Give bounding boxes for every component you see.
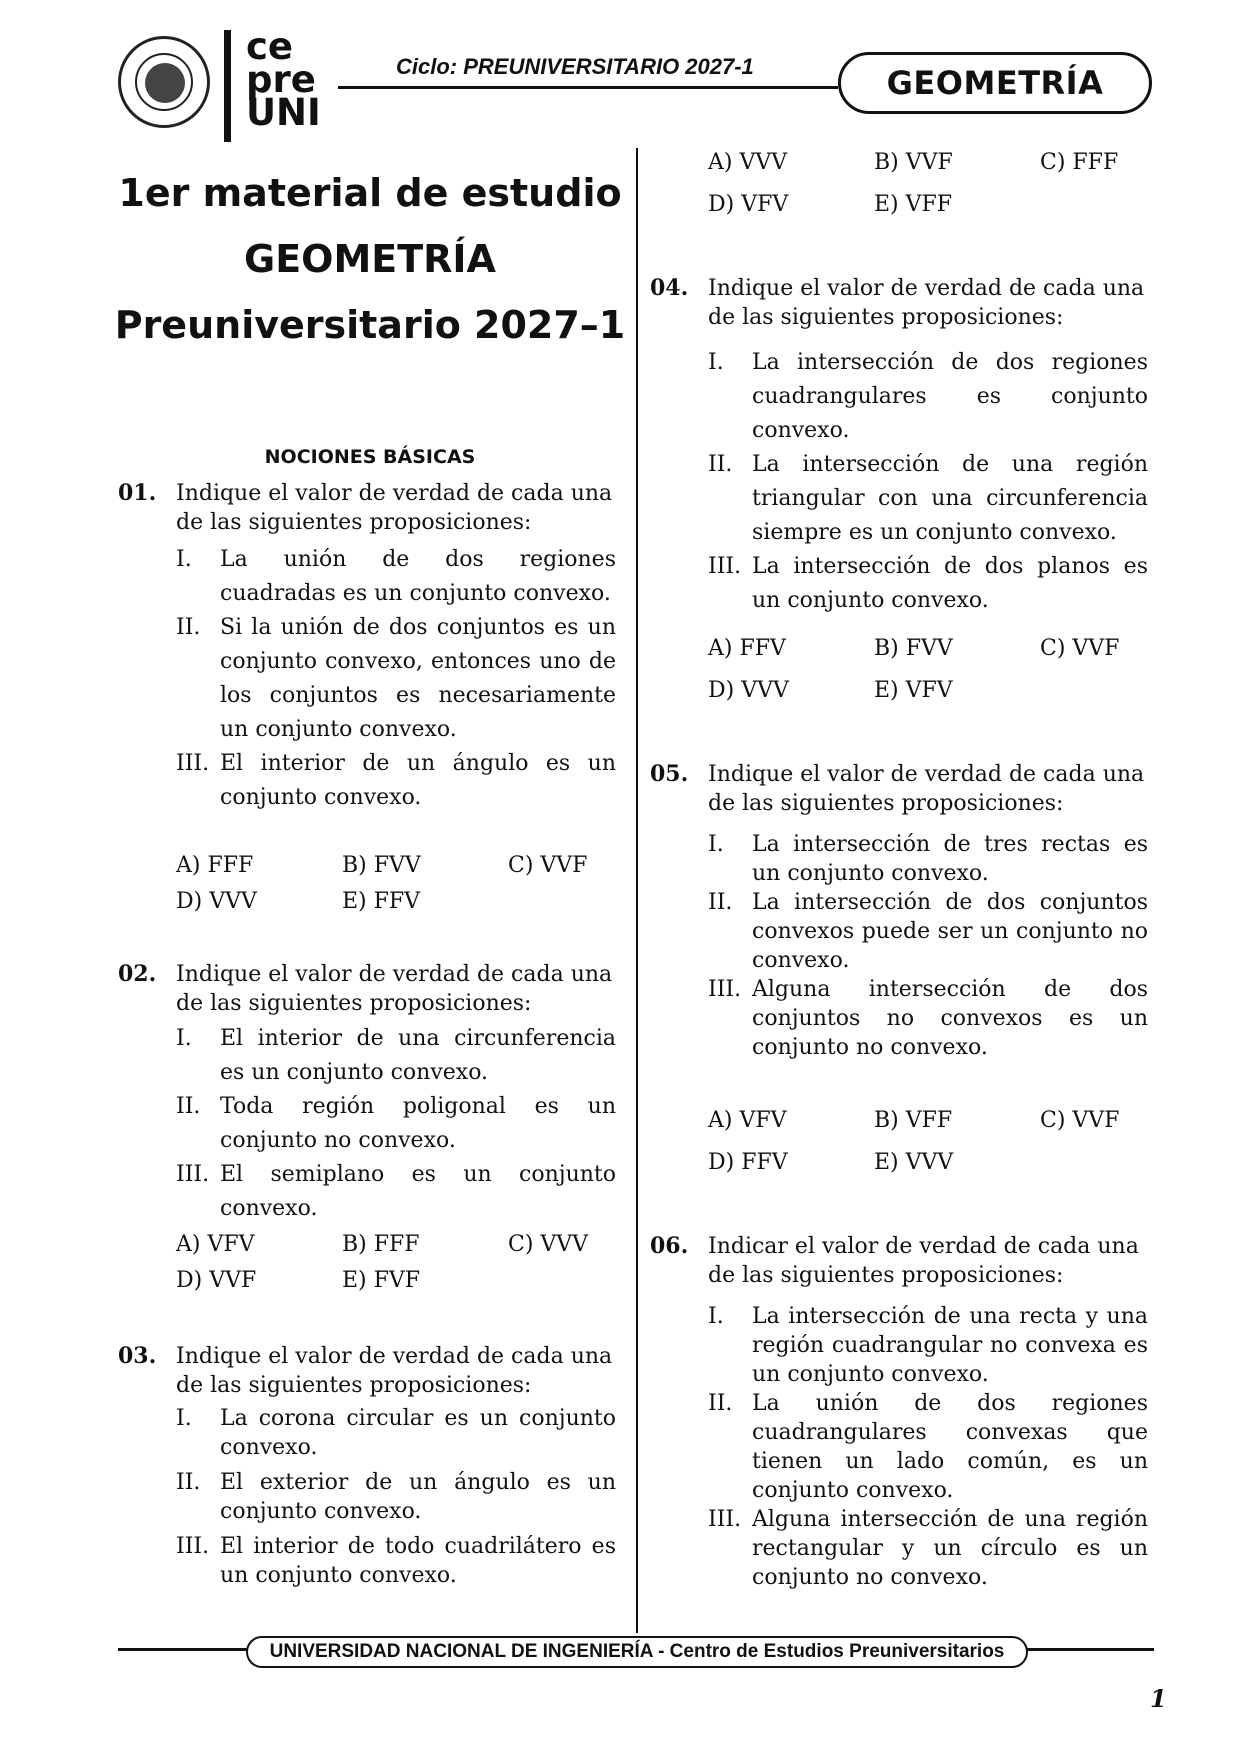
- title-line-3: Preuniversitario 2027–1: [114, 303, 626, 347]
- proposition: II. El exterior de un ángulo es un conjunto convexo.: [176, 1470, 616, 1524]
- cepreuni-logo: [246, 25, 326, 134]
- question-number: 01.: [118, 480, 157, 506]
- option-c: C) FFF: [1040, 150, 1119, 175]
- proposition: II. Si la unión de dos conjuntos es un conjunto convexo, entonces uno de los conjuntos es necesariamente un conjunto convexo.: [176, 615, 616, 742]
- subject-badge: [838, 52, 1152, 114]
- option-a: A) VFV: [708, 1108, 787, 1133]
- seal-emblem: [145, 63, 185, 103]
- option-a: A) FFF: [176, 853, 254, 878]
- proposition: III. El semiplano es un conjunto convexo.: [176, 1162, 616, 1221]
- proposition-list: [176, 543, 616, 815]
- proposition-list: [708, 346, 1148, 618]
- option-b: B) FVV: [342, 853, 421, 878]
- footer-text: UNIVERSIDAD NACIONAL DE INGENIERÍA - Centro de Estudios Preuniversitarios: [269, 1641, 1005, 1662]
- option-e: E) VVV: [874, 1150, 954, 1175]
- proposition: II. Toda región poligonal es un conjunto no convexo.: [176, 1094, 616, 1153]
- proposition: II. La intersección de dos conjuntos convexos puede ser un conjunto no convexo.: [708, 890, 1148, 973]
- title-line-2: GEOMETRÍA: [244, 237, 496, 281]
- proposition: I. La intersección de una recta y una región cuadrangular no convexa es un conjunto convexo.: [708, 1304, 1148, 1387]
- option-b: B) VFF: [874, 1108, 953, 1133]
- option-e: E) VFV: [874, 678, 953, 703]
- brand-line-2: pre: [246, 58, 316, 101]
- subject-label: GEOMETRÍA: [886, 64, 1104, 102]
- option-a: A) VVV: [708, 150, 788, 175]
- proposition: I. La intersección de tres rectas es un conjunto convexo.: [708, 832, 1148, 886]
- option-d: D) VVF: [176, 1268, 257, 1293]
- brand-divider: [224, 30, 231, 142]
- question-stem: Indique el valor de verdad de cada una de las siguientes proposiciones:: [176, 481, 613, 535]
- option-d: D) VFV: [708, 192, 789, 217]
- option-d: D) VVV: [708, 678, 789, 703]
- proposition: I. La unión de dos regiones cuadradas es un conjunto convexo.: [176, 547, 616, 606]
- question-number: 06.: [650, 1233, 689, 1259]
- uni-seal-logo: [118, 36, 210, 128]
- option-a: A) VFV: [176, 1232, 255, 1257]
- proposition: III. Alguna intersección de dos conjuntos no convexos es un conjunto no convexo.: [708, 977, 1148, 1060]
- option-b: B) FFF: [342, 1232, 420, 1257]
- proposition-list: [176, 1404, 616, 1590]
- footer-banner: [246, 1636, 1028, 1668]
- proposition: III. El interior de un ángulo es un conjunto convexo.: [176, 751, 616, 810]
- proposition-list: [708, 830, 1148, 1062]
- brand-line-3: UNI: [246, 91, 321, 134]
- question-stem: Indicar el valor de verdad de cada una de las siguientes proposiciones:: [708, 1234, 1139, 1288]
- proposition: II. La unión de dos regiones cuadrangulares convexas que tienen un lado común, es un conjunto convexo.: [708, 1391, 1148, 1503]
- proposition-list: [708, 1302, 1148, 1592]
- page-number: 1: [1150, 1684, 1167, 1713]
- document-title: [110, 160, 630, 358]
- question-stem: Indique el valor de verdad de cada una de las siguientes proposiciones:: [708, 276, 1145, 330]
- brand-line-1: ce: [246, 25, 294, 68]
- section-heading: NOCIONES BÁSICAS: [264, 446, 476, 468]
- option-e: E) VFF: [874, 192, 953, 217]
- option-c: C) VVF: [1040, 636, 1120, 661]
- question-number: 05.: [650, 761, 689, 787]
- option-e: E) FFV: [342, 889, 421, 914]
- proposition: III. El interior de todo cuadrilátero es un conjunto convexo.: [176, 1534, 616, 1588]
- option-c: C) VVF: [1040, 1108, 1120, 1133]
- title-line-1: 1er material de estudio: [118, 171, 622, 215]
- proposition: II. La intersección de una región triangular con una circunferencia siempre es un conjunto convexo.: [708, 452, 1148, 545]
- option-c: C) VVV: [508, 1232, 589, 1257]
- question-number: 03.: [118, 1343, 157, 1369]
- column-divider: [636, 148, 638, 1633]
- proposition-list: [176, 1022, 616, 1226]
- question-number: 04.: [650, 275, 689, 301]
- option-d: D) VVV: [176, 889, 257, 914]
- option-c: C) VVF: [508, 853, 588, 878]
- proposition: I. La corona circular es un conjunto convexo.: [176, 1406, 616, 1460]
- question-stem: Indique el valor de verdad de cada una de las siguientes proposiciones:: [176, 1344, 613, 1398]
- question-stem: Indique el valor de verdad de cada una de las siguientes proposiciones:: [176, 962, 613, 1016]
- option-b: B) VVF: [874, 150, 953, 175]
- option-b: B) FVV: [874, 636, 953, 661]
- option-a: A) FFV: [708, 636, 786, 661]
- question-number: 02.: [118, 961, 157, 987]
- header-rule: [338, 86, 838, 89]
- proposition: I. La intersección de dos regiones cuadrangulares es conjunto convexo.: [708, 350, 1148, 443]
- proposition: III. Alguna intersección de una región rectangular y un círculo es un conjunto no convexo.: [708, 1507, 1148, 1590]
- question-stem: Indique el valor de verdad de cada una de las siguientes proposiciones:: [708, 762, 1145, 816]
- proposition: I. El interior de una circunferencia es un conjunto convexo.: [176, 1026, 616, 1085]
- option-d: D) FFV: [708, 1150, 788, 1175]
- option-e: E) FVF: [342, 1268, 421, 1293]
- proposition: III. La intersección de dos planos es un conjunto convexo.: [708, 554, 1148, 613]
- cycle-label: Ciclo: PREUNIVERSITARIO 2027-1: [396, 54, 754, 79]
